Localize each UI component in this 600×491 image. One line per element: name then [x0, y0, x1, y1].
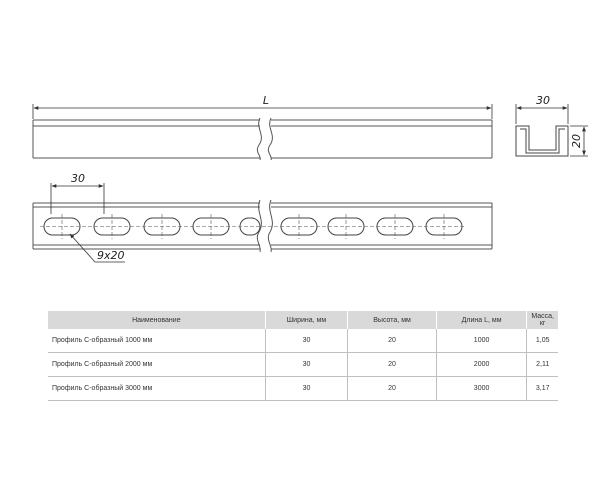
- header-length: Длина L, мм: [436, 311, 527, 329]
- break-mark: [268, 118, 272, 160]
- pitch-dimension: [51, 183, 104, 214]
- break-mark: [268, 200, 272, 252]
- cell-width: 30: [265, 329, 348, 353]
- cell-mass: 2,11: [527, 353, 558, 377]
- break-mark: [257, 118, 261, 160]
- cell-length: 2000: [436, 353, 527, 377]
- cell-name: Профиль С-образный 1000 мм: [48, 329, 265, 353]
- height-label: 20: [570, 134, 583, 148]
- table-row: [48, 377, 558, 401]
- cell-width: 30: [265, 353, 348, 377]
- cell-height: 20: [348, 353, 437, 377]
- profile-top-view: [33, 200, 492, 252]
- cell-width: 30: [265, 377, 348, 401]
- length-label: L: [262, 94, 270, 107]
- header-mass: Масса, кг: [527, 311, 558, 329]
- pitch-label: 30: [71, 172, 85, 185]
- table-header-row: [48, 311, 558, 329]
- break-mark: [257, 200, 261, 252]
- table-row: [48, 329, 558, 353]
- header-name: Наименование: [48, 311, 265, 329]
- slot-size-label: 9x20: [97, 249, 125, 262]
- cell-name: Профиль С-образный 2000 мм: [48, 353, 265, 377]
- cell-height: 20: [348, 329, 437, 353]
- cell-length: 1000: [436, 329, 527, 353]
- header-width: Ширина, мм: [265, 311, 348, 329]
- cell-mass: 1,05: [527, 329, 558, 353]
- cell-length: 3000: [436, 377, 527, 401]
- cell-name: Профиль С-образный 3000 мм: [48, 377, 265, 401]
- cell-height: 20: [348, 377, 437, 401]
- header-height: Высота, мм: [348, 311, 437, 329]
- profile-cross-section: [516, 126, 568, 156]
- table-row: [48, 353, 558, 377]
- specification-table: [48, 311, 558, 401]
- profile-side-view: [33, 118, 492, 160]
- width-label: 30: [536, 94, 550, 107]
- cell-mass: 3,17: [527, 377, 558, 401]
